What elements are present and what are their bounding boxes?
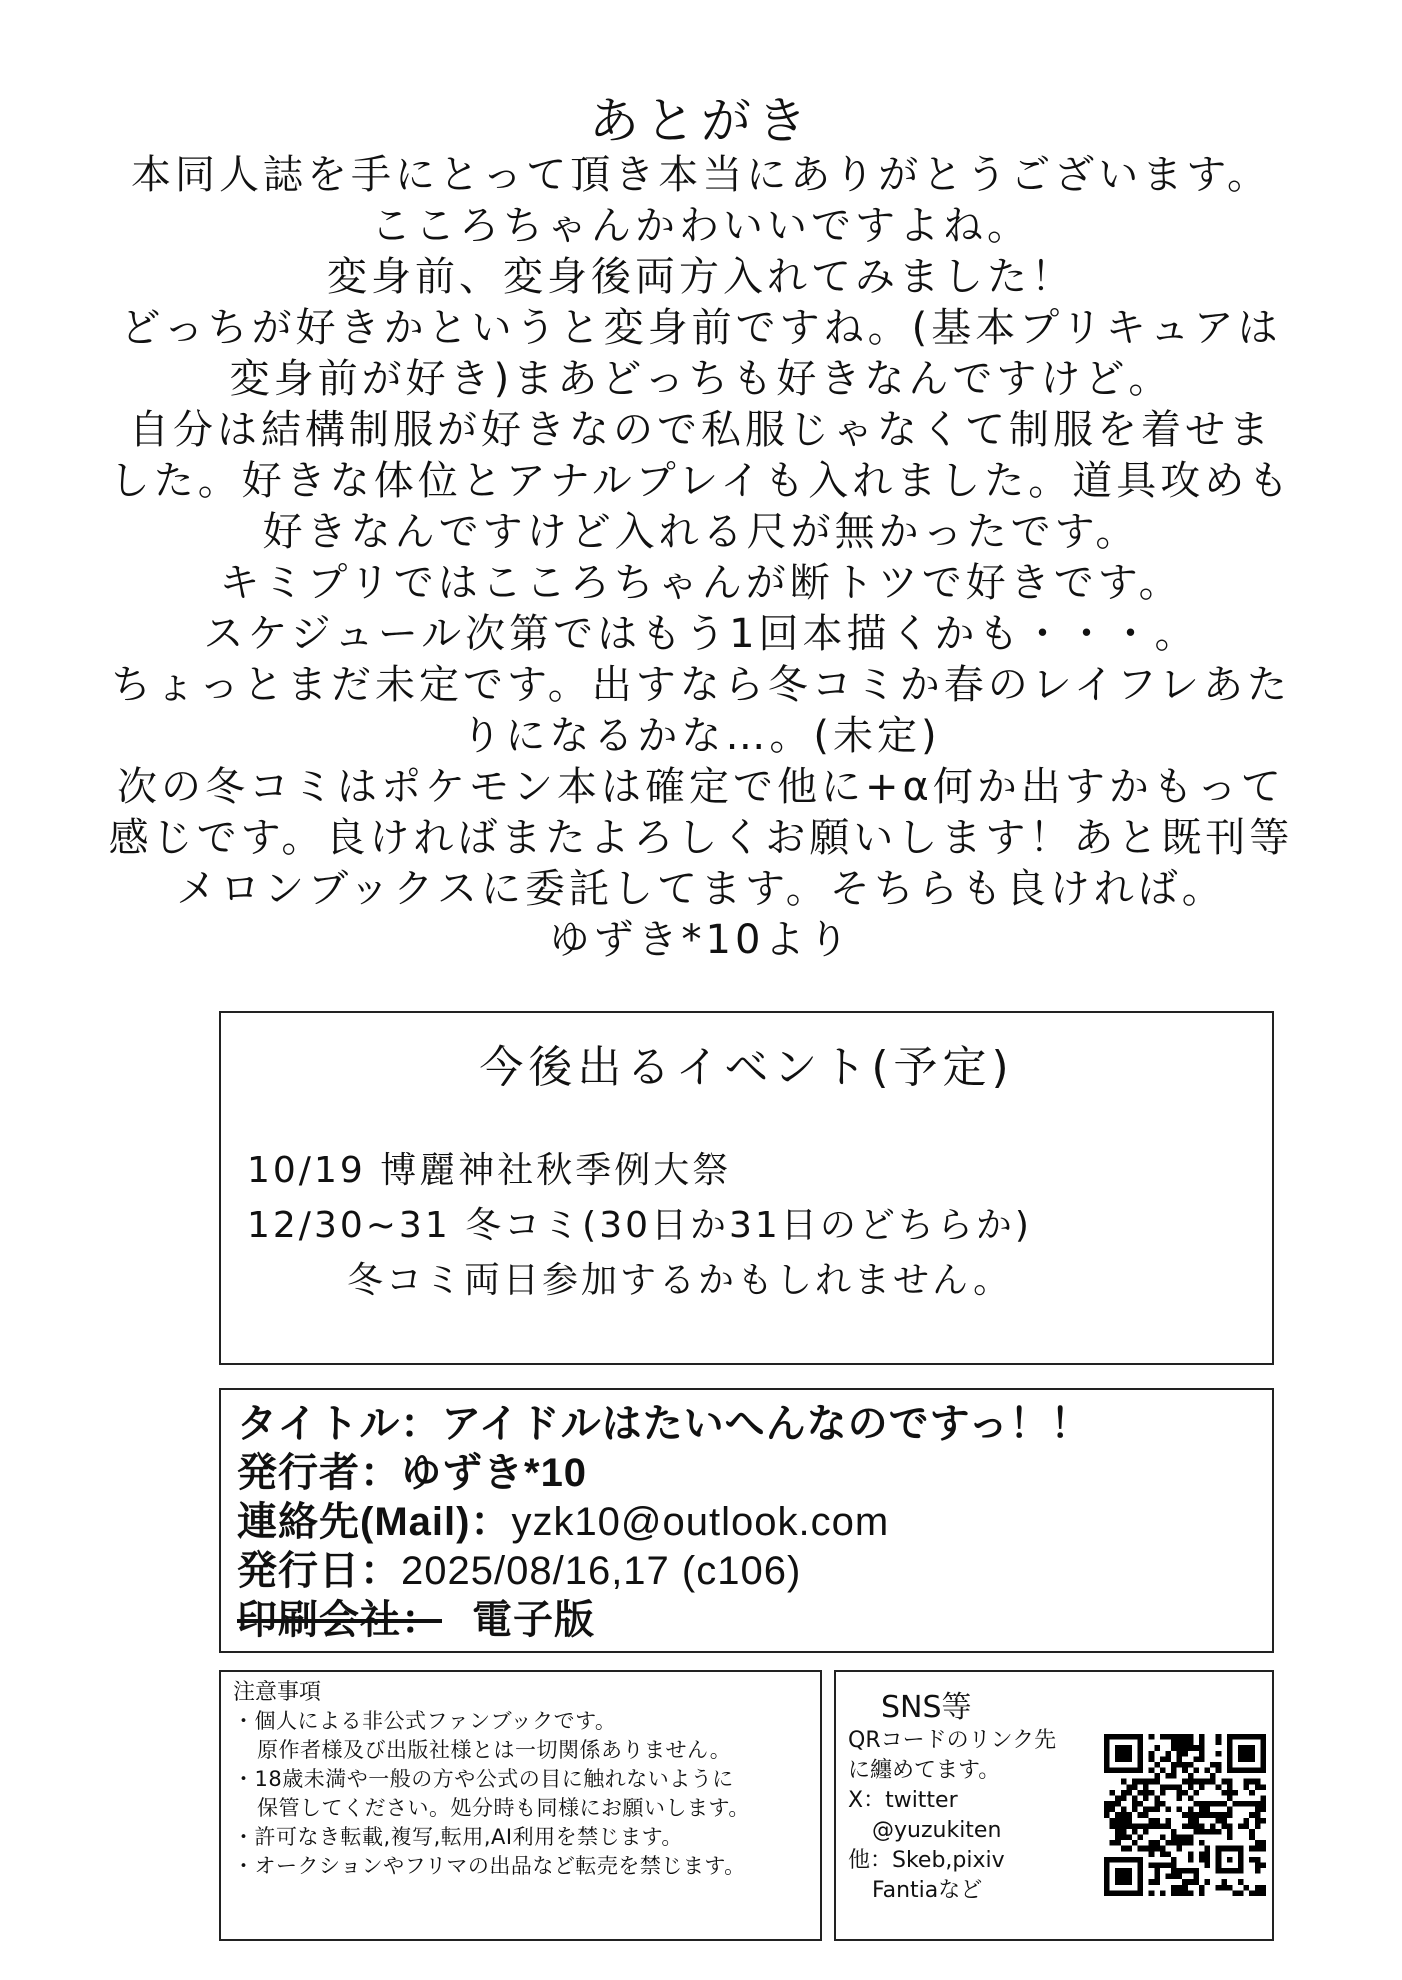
- colophon-contact-email: yzk10@outlook.com: [511, 1500, 890, 1544]
- notes-line: 保管してください。処分時も同様にお願いします。: [257, 1796, 750, 1820]
- afterword-line: メロンブックスに委託してます。そちらも良ければ。: [176, 866, 1226, 912]
- afterword-line: りになるかな…。(未定): [461, 713, 941, 759]
- colophon-publisher-row: [237, 1449, 1272, 1498]
- afterword-signature: ゆずき*10より: [549, 917, 853, 963]
- sns-line: に纏めてます。: [848, 1758, 1001, 1783]
- sns-text: [848, 1726, 1056, 1906]
- colophon-printer-row: [237, 1596, 1272, 1645]
- notes-heading: 注意事項: [233, 1680, 322, 1705]
- afterword-line: した。好きな体位とアナルプレイも入れました。道具攻めも: [109, 458, 1293, 504]
- afterword-line: 本同人誌を手にとって頂き本当にありがとうございます。: [131, 152, 1271, 198]
- colophon-title-row: [237, 1400, 1272, 1449]
- notes-box: [219, 1670, 822, 1941]
- afterword-line: 次の冬コミはポケモン本は確定で他に+α何か出すかもって: [117, 764, 1285, 810]
- afterword-line: キミプリではこころちゃんが断トツで好きです。: [219, 560, 1183, 606]
- afterword-line: どっちが好きかというと変身前ですね。(基本プリキュアは: [120, 305, 1282, 351]
- colophon-box: [219, 1388, 1274, 1653]
- afterword-line: 自分は結構制服が好きなので私服じゃなくて制服を着せま: [129, 407, 1273, 453]
- afterword-line: こころちゃんかわいいですよね。: [371, 203, 1031, 249]
- afterword-line: 変身前が好き)まあどっちも好きなんですけど。: [229, 356, 1173, 402]
- sns-line: Fantiaなど: [872, 1878, 983, 1903]
- event-item: 12/30~31 冬コミ(30日か31日のどちらか): [247, 1205, 1032, 1246]
- sns-box: [834, 1670, 1274, 1941]
- sns-line: X：twitter: [848, 1788, 958, 1813]
- events-title: 今後出るイベント(予定): [479, 1042, 1014, 1093]
- sns-line: QRコードのリンク先: [848, 1728, 1057, 1753]
- qr-code-icon[interactable]: [1104, 1734, 1266, 1896]
- afterword-line: スケジュール次第ではもう1回本描くかも・・・。: [203, 611, 1199, 657]
- notes-line: ・オークションやフリマの出品など転売を禁じます。: [233, 1854, 746, 1878]
- event-item: 10/19 博麗神社秋季例大祭: [247, 1150, 732, 1191]
- notes-line: ・個人による非公式ファンブックです。: [233, 1709, 617, 1733]
- notes-line: 原作者様及び出版社様とは一切関係ありません。: [257, 1738, 732, 1762]
- event-note: 冬コミ両日参加するかもしれません。: [347, 1260, 1013, 1301]
- colophon-publisher-label: 発行者：: [237, 1451, 401, 1495]
- colophon-date-row: [237, 1547, 1272, 1596]
- afterword-section: [0, 92, 1402, 966]
- afterword-line: 変身前、変身後両方入れてみました！: [327, 254, 1075, 300]
- sns-twitter-handle: @yuzukiten: [872, 1818, 1002, 1843]
- afterword-title: あとがき: [589, 92, 813, 150]
- colophon-title-value: アイドルはたいへんなのですっ！！: [441, 1402, 1092, 1446]
- colophon-contact-row: [237, 1498, 1272, 1547]
- afterword-line: 感じです。良ければまたよろしくお願いします！あと既刊等: [108, 815, 1294, 861]
- afterword-line: ちょっとまだ未定です。出すなら冬コミか春のレイフレあた: [111, 662, 1291, 708]
- sns-line: 他：Skeb,pixiv: [848, 1848, 1005, 1873]
- upcoming-events-box: [219, 1011, 1274, 1365]
- colophon-printer-value: 電子版: [472, 1598, 595, 1642]
- events-list: [247, 1143, 1272, 1308]
- colophon-publisher-value: ゆずき*10: [401, 1451, 588, 1495]
- afterword-line: 好きなんですけど入れる尺が無かったです。: [262, 509, 1140, 555]
- notes-line: ・18歳未満や一般の方や公式の目に触れないように: [233, 1767, 734, 1791]
- colophon-date-label: 発行日：: [237, 1549, 401, 1593]
- colophon-date-value: 2025/08/16,17 (c106): [401, 1549, 802, 1593]
- colophon-title-label: タイトル：: [237, 1402, 442, 1446]
- sns-title: SNS等: [881, 1690, 972, 1725]
- colophon-contact-label: 連絡先(Mail)：: [237, 1500, 512, 1544]
- notes-line: ・許可なき転載,複写,転用,AI利用を禁じます。: [233, 1825, 683, 1849]
- colophon-printer-label: 印刷会社：: [237, 1598, 442, 1642]
